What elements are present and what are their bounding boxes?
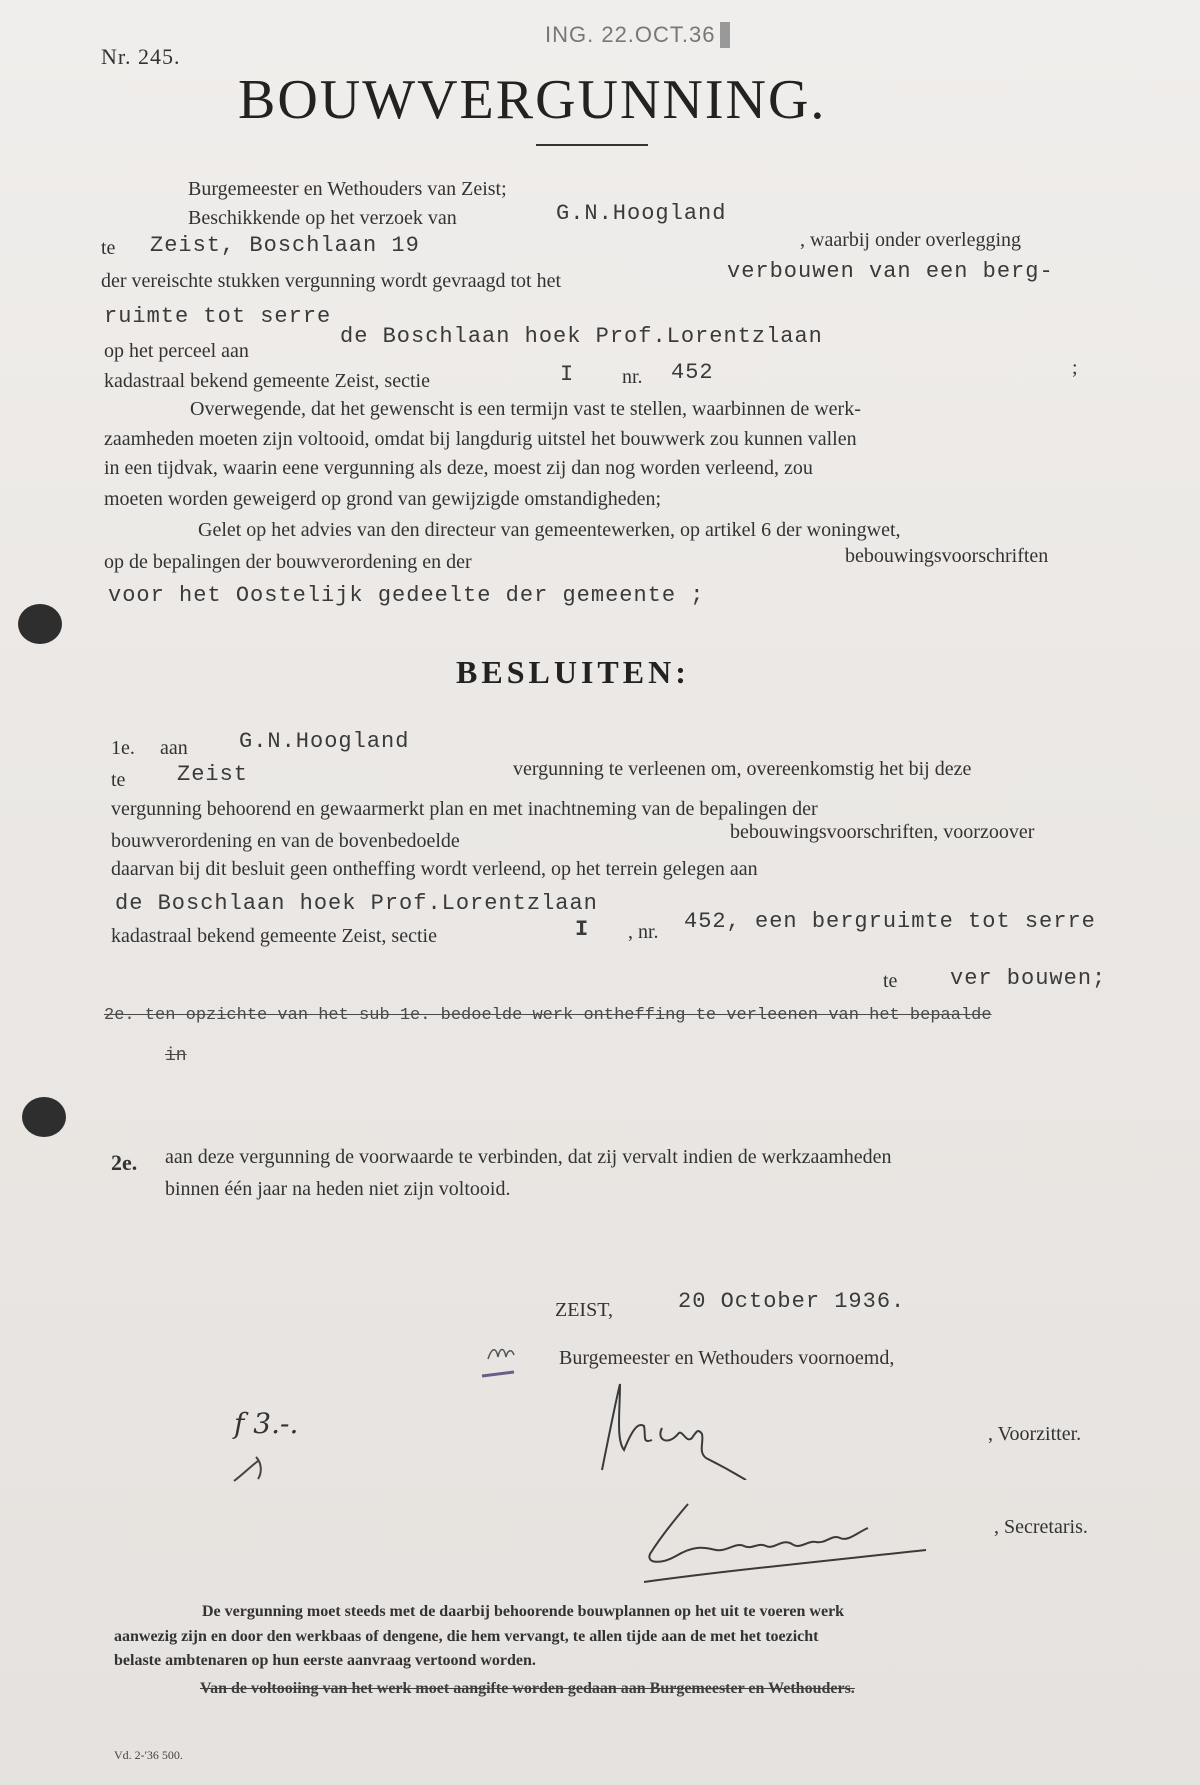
item1-te: te xyxy=(111,769,126,791)
stukken-text: der vereischte stukken vergunning wordt gevraagd tot het xyxy=(101,270,562,292)
handwritten-fee: f 3.-. xyxy=(234,1407,299,1440)
punch-hole-top xyxy=(18,604,62,644)
overwegende-line-2: zaamheden moeten zijn voltooid, omdat bij langdurig uitstel het bouwwerk zou kunnen vallen xyxy=(104,428,857,450)
item2-line-1: aan deze vergunning de voorwaarde te verbinden, dat zij vervalt indien de werkzaamheden xyxy=(165,1146,892,1168)
item1-line-1: vergunning te verleenen om, overeenkomstig het bij deze xyxy=(513,758,972,780)
item1-te2: te xyxy=(883,970,898,992)
applicant-name: G.N.Hoogland xyxy=(556,201,727,226)
struck-clause-line-1: 2e. ten opzichte van het sub 1e. bedoelde werk ontheffing te verleenen van het bepaalde xyxy=(104,1006,992,1025)
gelet-line-2b: bebouwingsvoorschriften xyxy=(845,545,1049,567)
paraph-mark xyxy=(486,1343,516,1363)
struck-clause-line-2: in xyxy=(165,1046,187,1066)
besluiten-heading: BESLUITEN: xyxy=(456,654,690,690)
secretaris-label: , Secretaris. xyxy=(994,1516,1088,1538)
item2-line-2: binnen één jaar na heden niet zijn voltooid. xyxy=(165,1178,511,1200)
footer-notice-line-3: belaste ambtenaren op hun eerste aanvraag vertoond worden. xyxy=(114,1652,536,1669)
applicant-address: Zeist, Boschlaan 19 xyxy=(150,233,420,258)
kadaster-label: kadastraal bekend gemeente Zeist, sectie xyxy=(104,370,430,392)
overwegende-line-4: moeten worden geweigerd op grond van gewijzigde omstandigheden; xyxy=(104,488,662,510)
chairman-signature xyxy=(586,1370,756,1480)
sectie-value: I xyxy=(560,362,575,387)
footer-notice-line-1: De vergunning moet steeds met de daarbij behoorende bouwplannen op het uit te voeren werk xyxy=(202,1603,845,1620)
gelet-line-2a: op de bepalingen der bouwverordening en der xyxy=(104,551,472,573)
title-underline xyxy=(536,144,648,146)
purpose-line-1: verbouwen van een berg- xyxy=(727,259,1054,284)
item1-line-2: vergunning behoorend en gewaarmerkt plan en met inachtneming van de bepalingen der xyxy=(111,798,818,820)
semicolon: ; xyxy=(1072,357,1078,379)
gelet-typed-area: voor het Oostelijk gedeelte der gemeente ; xyxy=(108,583,705,608)
item1-aan: aan xyxy=(160,737,188,759)
item1-number: 1e. xyxy=(111,737,135,759)
item1-place: Zeist xyxy=(177,762,249,787)
parcel-number: 452 xyxy=(671,360,714,385)
punch-hole-bottom xyxy=(22,1097,66,1137)
item1-applicant: G.N.Hoogland xyxy=(239,729,410,754)
item1-bouwen: ver bouwen; xyxy=(950,966,1107,991)
item2-number: 2e. xyxy=(111,1150,138,1175)
perceel-location: de Boschlaan hoek Prof.Lorentzlaan xyxy=(340,324,823,349)
item1-line-4: daarvan bij dit besluit geen ontheffing wordt verleend, op het terrein gelegen aan xyxy=(111,858,758,880)
overwegende-line-3: in een tijdvak, waarin eene vergunning als deze, moest zij dan nog worden verleend, zou xyxy=(104,457,813,479)
gelet-line-1: Gelet op het advies van den directeur van gemeentewerken, op artikel 6 der woningwet, xyxy=(198,519,901,541)
item1-line-3a: bouwverordening en van de bovenbedoelde xyxy=(111,830,460,852)
request-label: Beschikkende op het verzoek van xyxy=(188,207,457,229)
secretary-signature xyxy=(636,1498,936,1588)
received-stamp: ING. 22.OCT.36 xyxy=(545,22,730,48)
overwegende-line-1: Overwegende, dat het gewenscht is een termijn vast te stellen, waarbinnen de werk- xyxy=(190,398,861,420)
footer-struck-line: Van de voltooiing van het werk moet aangifte worden gedaan aan Burgemeester en Wethouders. xyxy=(200,1680,855,1697)
te-label: te xyxy=(101,237,116,259)
item1-line-3b: bebouwingsvoorschriften, voorzoover xyxy=(730,821,1035,843)
voorzitter-label: , Voorzitter. xyxy=(988,1423,1082,1445)
item1-sectie: I xyxy=(575,917,590,942)
document-title: BOUWVERGUNNING. xyxy=(238,69,827,131)
fee-initial-mark xyxy=(228,1447,288,1487)
permit-number: Nr. 245. xyxy=(101,44,181,69)
printer-mark: Vd. 2-'36 500. xyxy=(114,1748,183,1762)
footer-notice-line-2: aanwezig zijn en door den werkbaas of dengene, die hem vervangt, te allen tijde aan de met het toezicht xyxy=(114,1628,819,1645)
nr-label: nr. xyxy=(622,366,643,388)
ink-mark xyxy=(480,1368,516,1380)
signoff-authority: Burgemeester en Wethouders voornoemd, xyxy=(559,1347,895,1369)
perceel-label: op het perceel aan xyxy=(104,340,249,362)
item1-nr-label: , nr. xyxy=(628,921,659,943)
purpose-line-2: ruimte tot serre xyxy=(104,304,332,329)
authority-line: Burgemeester en Wethouders van Zeist; xyxy=(188,178,507,200)
item1-nr-work: 452, een bergruimte tot serre xyxy=(684,909,1096,934)
waarbij-text: , waarbij onder overlegging xyxy=(800,229,1022,251)
item1-kadaster: kadastraal bekend gemeente Zeist, sectie xyxy=(111,925,437,947)
signoff-date: 20 October 1936. xyxy=(678,1289,906,1314)
signoff-place: ZEIST, xyxy=(555,1299,613,1321)
item1-terrein: de Boschlaan hoek Prof.Lorentzlaan xyxy=(115,891,598,916)
